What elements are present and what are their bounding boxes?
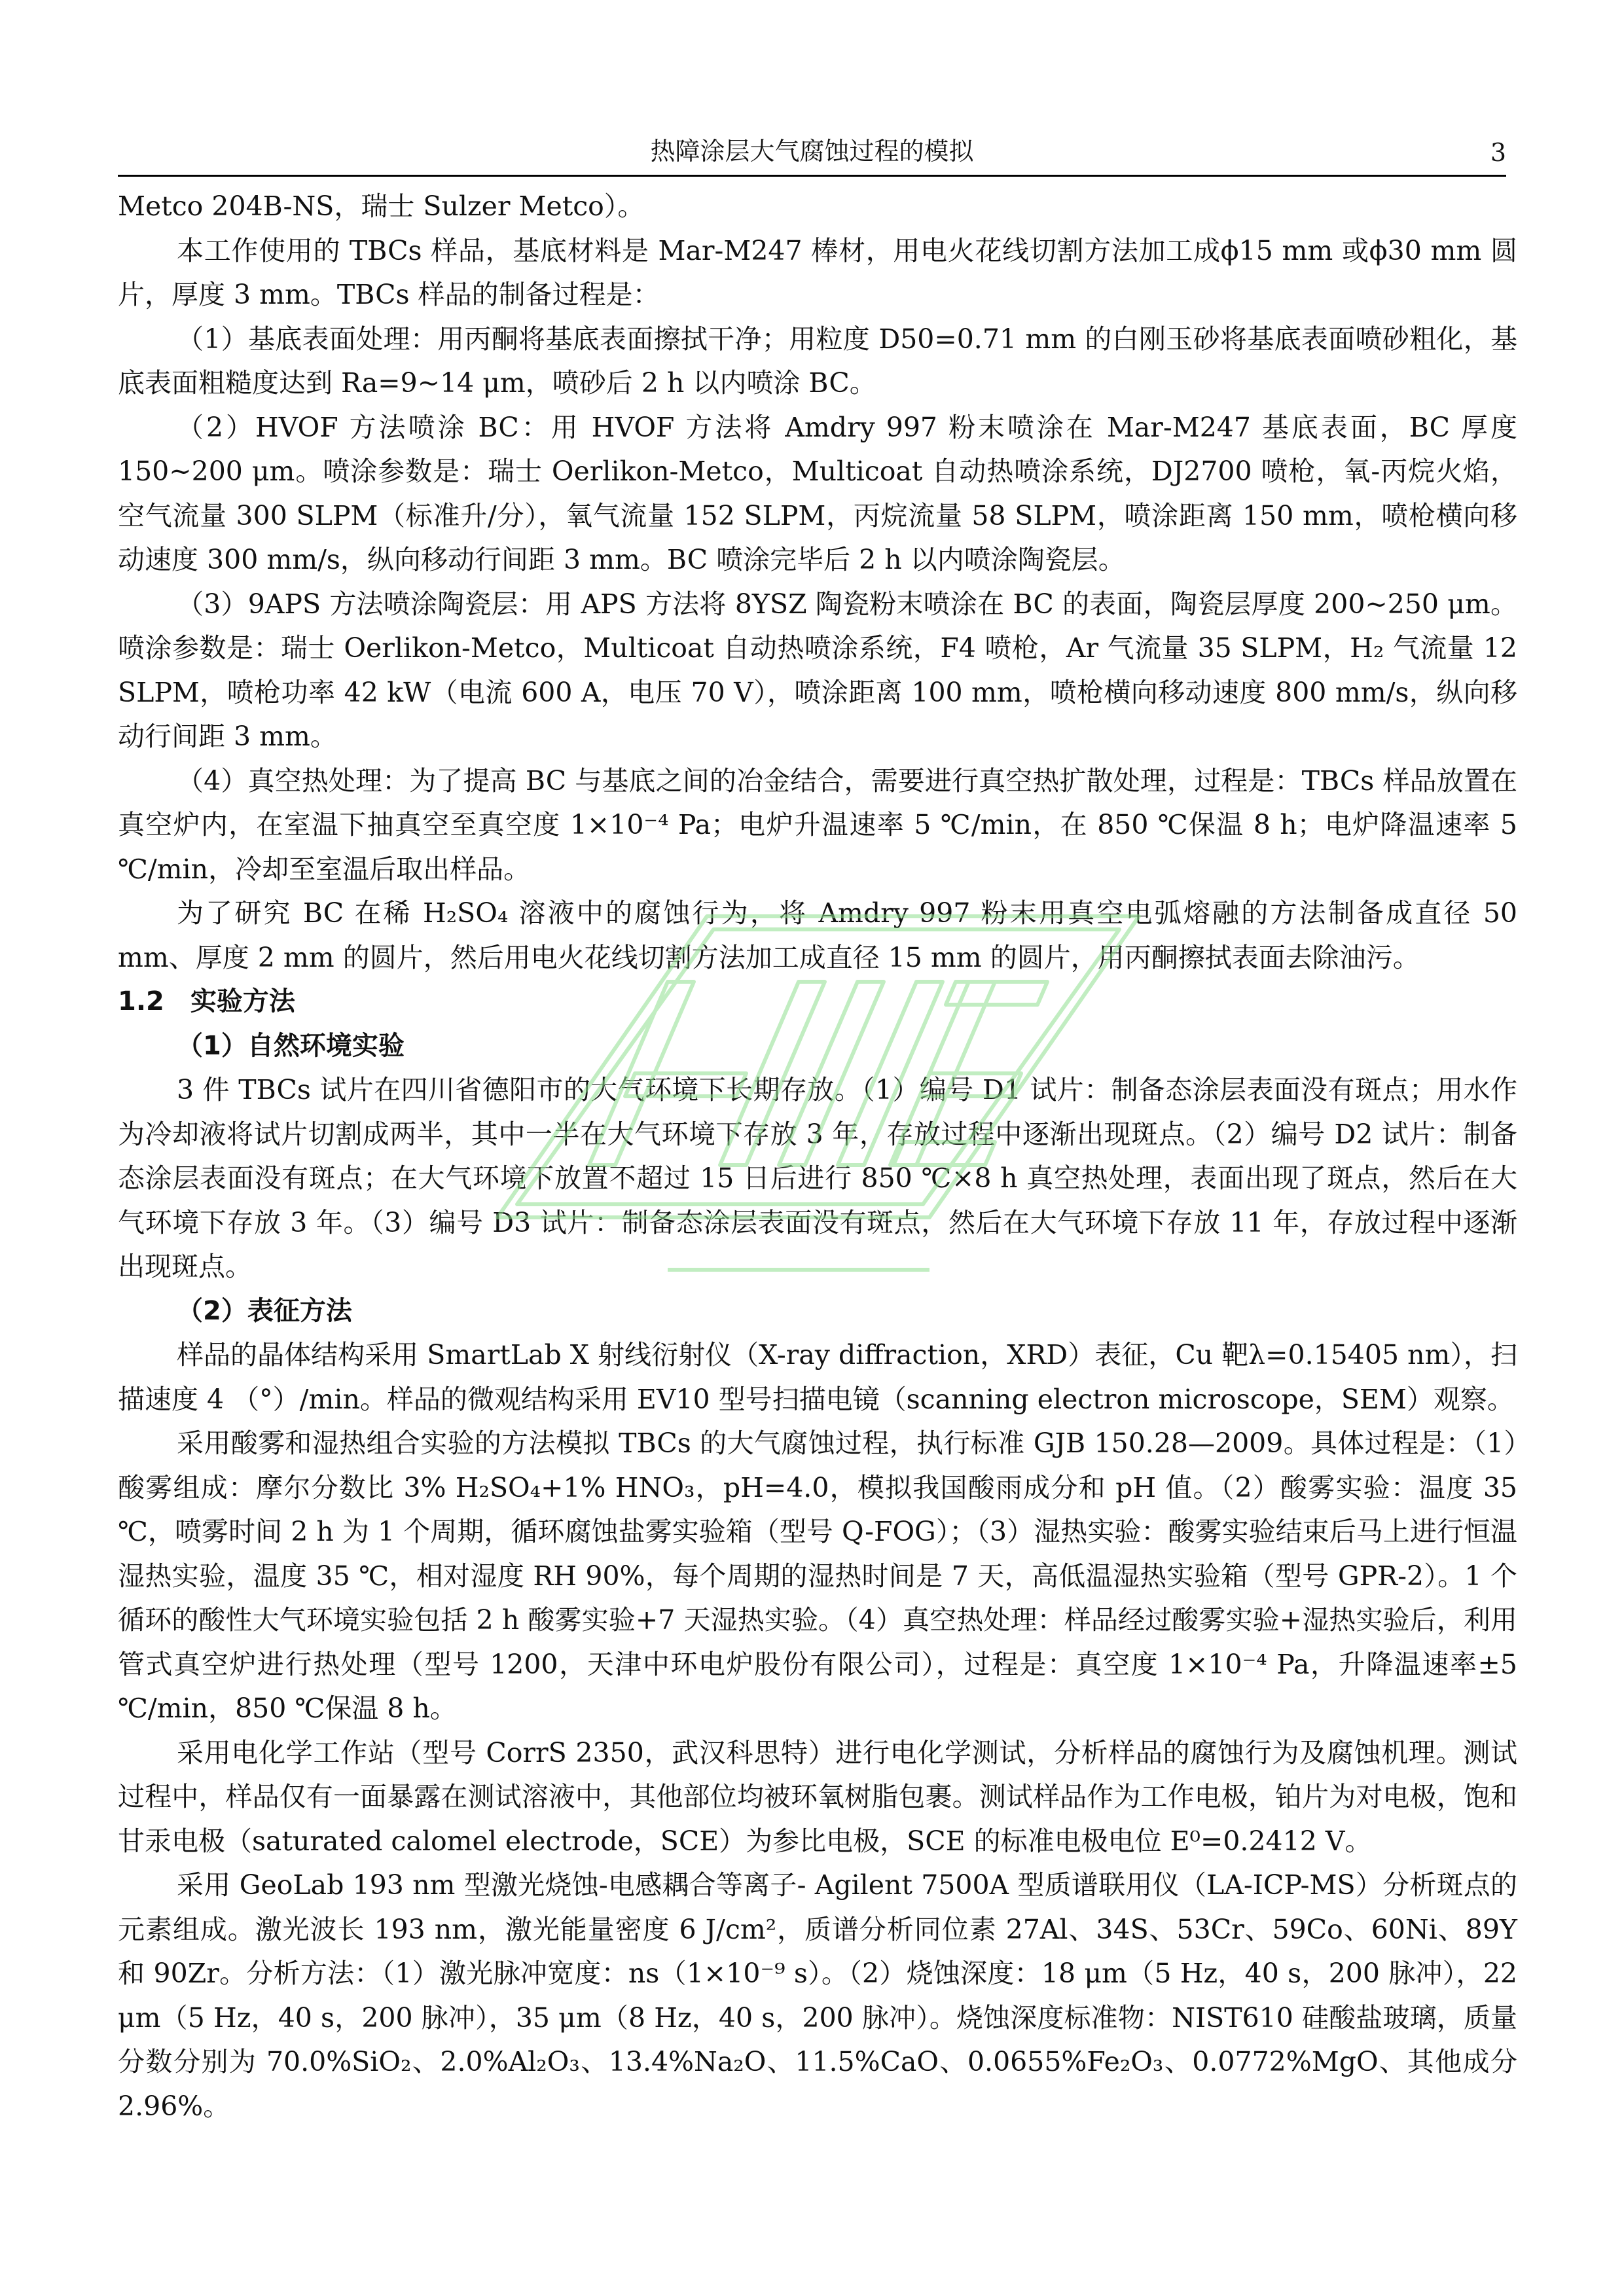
paragraph: 样品的晶体结构采用 SmartLab X 射线衍射仪（X-ray diffraction，XRD）表征，Cu 靶λ=0.15405 nm），扫描速度 4 （°）/min。样品的微观结构采用 EV10 型号扫描电镜（scanning electron microscope，SEM）观察。: [118, 1339, 1517, 1415]
subsection-heading: （1）自然环境实验: [177, 1030, 405, 1061]
section-heading: 1.2 实验方法: [118, 986, 295, 1016]
paragraph: （2）HVOF 方法喷涂 BC：用 HVOF 方法将 Amdry 997 粉末喷涂在 Mar-M247 基底表面，BC 厚度 150~200 μm。喷涂参数是：瑞士 Oerlikon-Metco，Multicoat 自动热喷涂系统，DJ2700 喷枪，氧-丙烷火焰，空气流量 300 SLPM（标准升/分），氧气流量 152 SLPM，丙烷流量 58 SLPM，喷涂距离 150 mm，喷枪横向移动速度 300 mm/s，纵向移动行间距 3 mm。BC 喷涂完毕后 2 h 以内喷涂陶瓷层。: [118, 411, 1517, 575]
page-number: 3: [1490, 138, 1506, 167]
paragraph: 采用酸雾和湿热组合实验的方法模拟 TBCs 的大气腐蚀过程，执行标准 GJB 150.28—2009。具体过程是：（1）酸雾组成：摩尔分数比 3% H₂SO₄+1% HNO₃，pH=4.0，模拟我国酸雨成分和 pH 值。（2）酸雾实验：温度 35 ℃，喷雾时间 2 h 为 1 个周期，循环腐蚀盐雾实验箱（型号 Q-FOG）；（3）湿热实验：酸雾实验结束后马上进行恒温湿热实验，温度 35 ℃，相对湿度 RH 90%，每个周期的湿热时间是 7 天，高低温湿热实验箱（型号 GPR-2）。1 个循环的酸性大气环境实验包括 2 h 酸雾实验+7 天湿热实验。（4）真空热处理：样品经过酸雾实验+湿热实验后，利用管式真空炉进行热处理（型号 1200，天津中环电炉股份有限公司），过程是：真空度 1×10⁻⁴ Pa，升降温速率±5 ℃/min，850 ℃保温 8 h。: [118, 1427, 1517, 1724]
paragraph: 3 件 TBCs 试片在四川省德阳市的大气环境下长期存放。（1）编号 D1 试片：制备态涂层表面没有斑点；用水作为冷却液将试片切割成两半，其中一半在大气环境下存放 3 年，存放过程中逐渐出现斑点。（2）编号 D2 试片：制备态涂层表面没有斑点；在大气环境下放置不超过 15 日后进行 850 ℃×8 h 真空热处理，表面出现了斑点，然后在大气环境下存放 3 年。（3）编号 D3 试片：制备态涂层表面没有斑点，然后在大气环境下存放 11 年，存放过程中逐渐出现斑点。: [118, 1074, 1517, 1282]
running-title: 热障涂层大气腐蚀过程的模拟: [650, 137, 974, 166]
paragraph: 采用 GeoLab 193 nm 型激光烧蚀-电感耦合等离子- Agilent 7500A 型质谱联用仪（LA-ICP-MS）分析斑点的元素组成。激光波长 193 nm，激光能量密度 6 J/cm²，质谱分析同位素 27Al、34S、53Cr、59Co、60Ni、89Y 和 90Zr。分析方法：（1）激光脉冲宽度：ns（1×10⁻⁹ s）。（2）烧蚀深度：18 μm（5 Hz，40 s，200 脉冲），22 μm（5 Hz，40 s，200 脉冲），35 μm（8 Hz，40 s，200 脉冲）。烧蚀深度标准物：NIST610 硅酸盐玻璃，质量分数分别为 70.0%SiO₂、2.0%Al₂O₃、13.4%Na₂O、11.5%CaO、0.0655%Fe₂O₃、0.0772%MgO、其他成分 2.96%。: [118, 1869, 1517, 2122]
paragraph: （3）9APS 方法喷涂陶瓷层：用 APS 方法将 8YSZ 陶瓷粉末喷涂在 BC 的表面，陶瓷层厚度 200~250 μm。喷涂参数是：瑞士 Oerlikon-Metco，Multicoat 自动热喷涂系统，F4 喷枪，Ar 气流量 35 SLPM，H₂ 气流量 12 SLPM，喷枪功率 42 kW（电流 600 A，电压 70 V），喷涂距离 100 mm，喷枪横向移动速度 800 mm/s，纵向移动行间距 3 mm。: [118, 588, 1517, 752]
subsection-heading: （2）表征方法: [177, 1295, 352, 1326]
paragraph: （1）基底表面处理：用丙酮将基底表面擦拭干净；用粒度 D50=0.71 mm 的白刚玉砂将基底表面喷砂粗化，基底表面粗糙度达到 Ra=9~14 μm，喷砂后 2 h 以内喷涂 BC。: [118, 323, 1517, 399]
paragraph: Metco 204B-NS，瑞士 Sulzer Metco）。: [118, 190, 645, 222]
body-text: [118, 185, 1517, 2128]
running-header: [118, 134, 1506, 177]
paragraph: 为了研究 BC 在稀 H₂SO₄ 溶液中的腐蚀行为，将 Amdry 997 粉末用真空电弧熔融的方法制备成直径 50 mm、厚度 2 mm 的圆片，然后用电火花线切割方法加工成直径 15 mm 的圆片，用丙酮擦拭表面去除油污。: [118, 897, 1517, 973]
paragraph: 采用电化学工作站（型号 CorrS 2350，武汉科思特）进行电化学测试，分析样品的腐蚀行为及腐蚀机理。测试过程中，样品仅有一面暴露在测试溶液中，其他部位均被环氧树脂包裹。测试样品作为工作电极，铂片为对电极，饱和甘汞电极（saturated calomel electrode，SCE）为参比电极，SCE 的标准电极电位 E⁰=0.2412 V。: [118, 1736, 1517, 1857]
paragraph: （4）真空热处理：为了提高 BC 与基底之间的冶金结合，需要进行真空热扩散处理，过程是：TBCs 样品放置在真空炉内，在室温下抽真空至真空度 1×10⁻⁴ Pa；电炉升温速率 5 ℃/min，在 850 ℃保温 8 h；电炉降温速率 5 ℃/min，冷却至室温后取出样品。: [118, 764, 1517, 885]
paragraph: 本工作使用的 TBCs 样品，基底材料是 Mar-M247 棒材，用电火花线切割方法加工成ϕ15 mm 或ϕ30 mm 圆片，厚度 3 mm。TBCs 样品的制备过程是：: [118, 234, 1517, 310]
